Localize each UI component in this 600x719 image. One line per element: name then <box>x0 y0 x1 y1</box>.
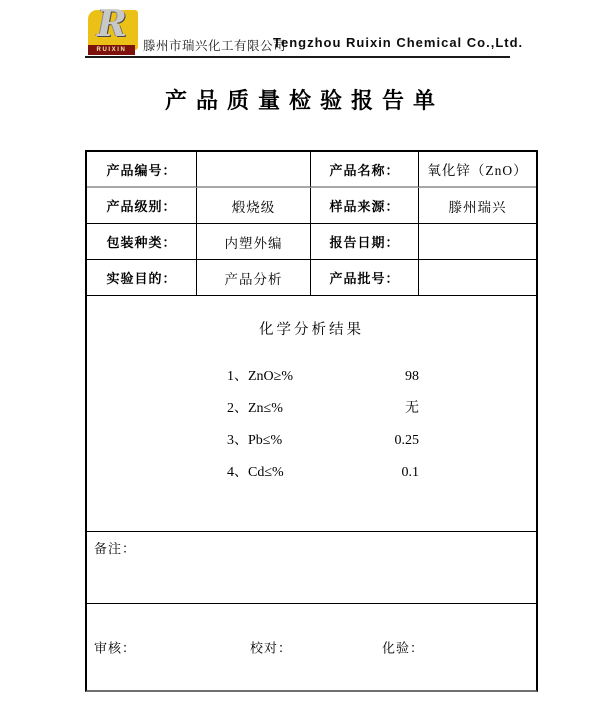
signatures-row <box>87 604 536 690</box>
packing-type-label: 包装种类： <box>87 224 197 260</box>
product-code-value <box>197 152 311 188</box>
signature-review-label: 审核： <box>94 640 137 656</box>
signature-proofread-label: 校对： <box>250 640 293 656</box>
logo-brand-text: RUIXIN <box>88 45 135 55</box>
packing-type-value: 内塑外编 <box>197 224 311 260</box>
product-code-label: 产品编号： <box>87 152 197 188</box>
company-name-en: Tengzhou Ruixin Chemical Co.,Ltd. <box>273 35 524 50</box>
analysis-item-zn <box>227 401 419 417</box>
product-name-label: 产品名称： <box>311 152 419 188</box>
product-name-value: 氧化锌（ZnO） <box>419 152 536 188</box>
remarks-cell <box>87 532 536 604</box>
analysis-item-value: 98 <box>405 369 419 384</box>
batch-number-label: 产品批号： <box>311 260 419 296</box>
analysis-item-cd <box>227 465 419 481</box>
product-grade-value: 煅烧级 <box>197 188 311 224</box>
info-grid <box>87 152 536 296</box>
analysis-item-zno <box>227 369 419 385</box>
report-date-label: 报告日期： <box>311 224 419 260</box>
company-name-cn: 滕州市瑞兴化工有限公司 <box>143 39 287 53</box>
analysis-heading: 化学分析结果 <box>259 322 364 338</box>
analysis-item-value: 无 <box>405 401 419 416</box>
analysis-section <box>87 296 536 532</box>
analysis-item-pb <box>227 433 419 449</box>
batch-number-value <box>419 260 536 296</box>
report-table <box>85 150 538 692</box>
signature-assay-label: 化验： <box>382 640 425 656</box>
header-divider <box>85 56 510 58</box>
logo-r-monogram-icon: R <box>97 3 127 45</box>
test-purpose-value: 产品分析 <box>197 260 311 296</box>
company-logo <box>88 3 140 55</box>
report-title: 产品质量检验报告单 <box>164 88 444 113</box>
analysis-item-name: 2、Zn≤% <box>227 401 283 416</box>
product-grade-label: 产品级别： <box>87 188 197 224</box>
remarks-label: 备注： <box>94 541 137 556</box>
analysis-item-name: 4、Cd≤% <box>227 465 284 480</box>
sample-source-label: 样品来源： <box>311 188 419 224</box>
test-purpose-label: 实验目的： <box>87 260 197 296</box>
sample-source-value: 滕州瑞兴 <box>419 188 536 224</box>
analysis-item-value: 0.25 <box>394 433 419 448</box>
analysis-items <box>227 369 419 481</box>
analysis-item-value: 0.1 <box>401 465 419 480</box>
analysis-item-name: 3、Pb≤% <box>227 433 283 448</box>
analysis-item-name: 1、ZnO≥% <box>227 369 294 384</box>
report-date-value <box>419 224 536 260</box>
